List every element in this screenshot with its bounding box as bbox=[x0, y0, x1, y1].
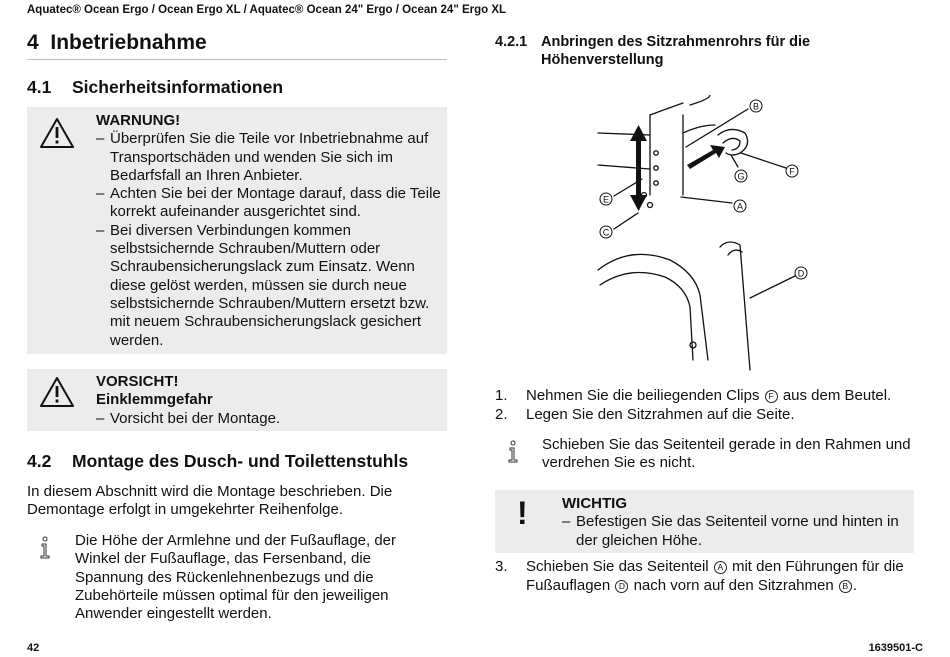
section-number: 4.2.1 bbox=[495, 34, 528, 50]
callout-G bbox=[735, 170, 747, 182]
step-text: nach vorn auf den Sitzrahmen bbox=[633, 576, 834, 594]
section-title: Anbringen des Sitzrahmenrohrs für die Höhenverstellung bbox=[541, 34, 811, 68]
warning-title: WARNUNG! bbox=[96, 112, 181, 129]
section-4-2-1-heading bbox=[495, 33, 845, 69]
callout-ref: A bbox=[714, 561, 727, 574]
warning-item: – Achten Sie bei der Montage darauf, dass die Teile korrekt aufeinander ausgerichtet sind. bbox=[96, 185, 441, 221]
list-item bbox=[495, 387, 915, 406]
caution-item: – Vorsicht bei der Montage. bbox=[96, 409, 281, 427]
warning-item-text: Überprüfen Sie die Teile vor Inbetriebnahme auf Transportschäden und wenden Sie sich im Bedarfsfall an Ihren Anbieter. bbox=[110, 130, 429, 184]
important-content bbox=[562, 495, 907, 550]
callout-C bbox=[600, 226, 612, 238]
warning-box bbox=[27, 107, 447, 354]
steps-list bbox=[495, 387, 915, 424]
step-text: aus dem Beutel. bbox=[782, 387, 892, 404]
caution-title: VORSICHT! bbox=[96, 373, 179, 390]
warning-item-text: Achten Sie bei der Montage darauf, dass die Teile korrekt aufeinander ausgerichtet sind. bbox=[110, 185, 441, 221]
section-title: Montage des Dusch- und Toilettenstuhls bbox=[72, 451, 409, 471]
callout-ref: F bbox=[765, 390, 778, 403]
section-number: 4.1 bbox=[27, 77, 52, 97]
step-number: 2. bbox=[495, 405, 508, 423]
caution-item-text: Vorsicht bei der Montage. bbox=[110, 409, 281, 427]
chapter-number: 4 bbox=[27, 31, 39, 54]
section-4-1-heading bbox=[27, 77, 283, 98]
section-4-2-info: Die Höhe der Armlehne und der Fußauflage, der Winkel der Fußauflage, das Fersenband, die Spannung des Rückenlehnenbezugs und die Zubehörteile müssen optimal für den jeweiligen Anwender eingestellt werden. bbox=[75, 532, 397, 623]
callout-label: E bbox=[602, 194, 610, 205]
warning-item: – Überprüfen Sie die Teile vor Inbetriebnahme auf Transportschäden und wenden Sie sich im Bedarfsfall an Ihren Anbieter. bbox=[96, 130, 429, 184]
callout-label: F bbox=[789, 166, 795, 177]
important-item-text: Befestigen Sie das Seitenteil vorne und hinten in der gleichen Höhe. bbox=[576, 513, 899, 549]
important-title: WICHTIG bbox=[562, 495, 627, 512]
info-icon bbox=[506, 440, 520, 464]
info-icon bbox=[38, 536, 52, 560]
section-4-2-intro: In diesem Abschnitt wird die Montage beschrieben. Die Demontage erfolgt in umgekehrter Reihenfolge. bbox=[27, 483, 393, 519]
callout-label: D bbox=[797, 268, 805, 279]
warning-item: – Bei diversen Verbindungen kommen selbstsichernde Schrauben/Muttern oder Schraubensicherungslack zum Einsatz. Wenn diese gelöst werden, müssen sie durch neue selbstsichernde Schrauben/Muttern ersetzt bzw. mit neuem Schraubensicherungslack gesichert werden. bbox=[96, 221, 430, 349]
step-3 bbox=[495, 558, 915, 595]
page-number: 42 bbox=[27, 642, 40, 654]
section-number: 4.2 bbox=[27, 451, 52, 471]
chapter-title-text: Inbetriebnahme bbox=[50, 31, 207, 54]
caution-content bbox=[96, 373, 441, 428]
step-number: 1. bbox=[495, 387, 508, 404]
callout-label: B bbox=[752, 101, 760, 112]
warning-item-text: Bei diversen Verbindungen kommen selbstsichernde Schrauben/Muttern oder Schraubensicherungslack zum Einsatz. Wenn diese gelöst werden, müssen sie durch neue selbstsichernde Schrauben/Muttern ersetzt bzw. mit neuem Schraubensicherungslack gesichert werden. bbox=[110, 221, 430, 349]
callout-label: G bbox=[737, 171, 745, 182]
important-item: – Befestigen Sie das Seitenteil vorne und hinten in der gleichen Höhe. bbox=[562, 513, 899, 549]
info-right: Schieben Sie das Seitenteil gerade in den Rahmen und verdrehen Sie es nicht. bbox=[542, 436, 911, 472]
callout-E bbox=[600, 193, 612, 205]
callout-ref: B bbox=[839, 580, 852, 593]
warning-triangle-icon bbox=[39, 117, 75, 149]
callout-D bbox=[795, 267, 807, 279]
callout-ref: D bbox=[615, 580, 628, 593]
callout-F bbox=[786, 165, 798, 177]
assembly-figure bbox=[590, 95, 820, 380]
caution-triangle-icon bbox=[39, 376, 75, 408]
step-text: Nehmen Sie die beiliegenden Clips bbox=[526, 387, 760, 404]
step-text: Schieben Sie das Seitenteil bbox=[526, 558, 709, 575]
step-text: . bbox=[852, 576, 858, 594]
callout-B bbox=[750, 100, 762, 112]
list-item bbox=[495, 406, 915, 425]
callout-label: C bbox=[602, 227, 610, 238]
chapter-rule bbox=[27, 59, 447, 60]
caution-box bbox=[27, 369, 447, 431]
list-item bbox=[495, 558, 915, 595]
chapter-title bbox=[27, 31, 207, 55]
caution-subtitle: Einklemmgefahr bbox=[96, 391, 213, 409]
callout-A bbox=[734, 200, 746, 212]
section-4-2-heading bbox=[27, 451, 408, 472]
section-title: Sicherheitsinformationen bbox=[72, 77, 284, 97]
warning-content bbox=[96, 112, 441, 350]
step-text: mit den Führungen für die Fußauflagen bbox=[526, 558, 904, 594]
exclamation-icon: ! bbox=[517, 495, 528, 531]
running-header: Aquatec® Ocean Ergo / Ocean Ergo XL / Aquatec® Ocean 24" Ergo / Ocean 24" Ergo XL bbox=[27, 4, 507, 16]
callout-label: A bbox=[736, 201, 744, 212]
step-text: Legen Sie den Sitzrahmen auf die Seite. bbox=[526, 405, 795, 423]
step-number: 3. bbox=[495, 558, 508, 575]
important-box bbox=[495, 490, 914, 553]
document-id: 1639501-C bbox=[868, 642, 923, 654]
